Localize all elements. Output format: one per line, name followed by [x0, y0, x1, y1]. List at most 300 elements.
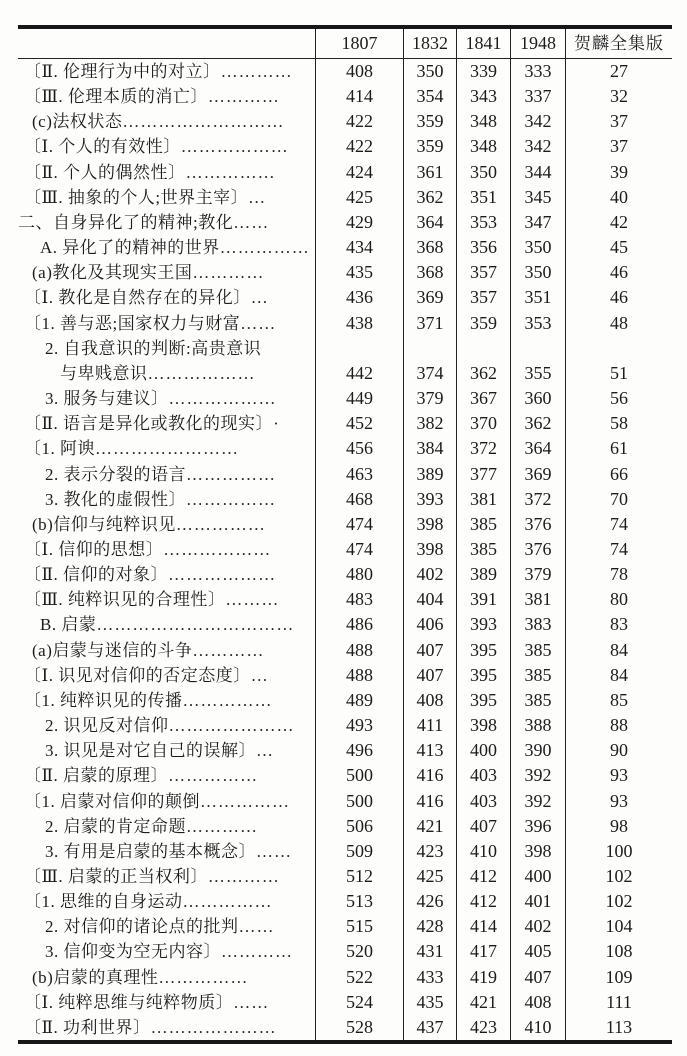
row-page-1807: 480 [315, 562, 403, 587]
row-page-1948: 402 [510, 914, 565, 939]
row-page-1832: 402 [403, 562, 456, 587]
table-row [18, 713, 672, 738]
row-title-text: 〔Ⅲ. 伦理本质的消亡〕 [24, 87, 208, 107]
row-page-1841: 372 [456, 436, 510, 461]
row-page-1948: 407 [510, 965, 565, 990]
row-page-1841: 377 [456, 462, 510, 487]
row-page-1841: 421 [456, 990, 510, 1015]
row-leader-dots: ………… [192, 640, 265, 660]
row-title-line [18, 487, 315, 512]
row-page-1841: 381 [456, 487, 510, 512]
row-title-line [18, 235, 315, 260]
table-row [18, 789, 672, 814]
row-page-1807: 524 [315, 990, 403, 1015]
row-leader-dots: ……………………… [122, 112, 285, 132]
row-page-helin-edition: 113 [565, 1015, 672, 1040]
row-page-1807: 436 [315, 285, 403, 310]
row-page-1948: 347 [510, 210, 565, 235]
row-page-helin-edition: 93 [565, 789, 672, 814]
table-row [18, 462, 672, 487]
row-page-1832: 350 [403, 59, 456, 84]
row-title-line [18, 210, 315, 235]
row-title-line [18, 285, 315, 310]
row-title-line [18, 462, 315, 487]
row-page-1807: 512 [315, 864, 403, 889]
row-title-text: 3. 教化的虚假性〕 [45, 489, 186, 509]
row-page-1841: 356 [456, 235, 510, 260]
row-page-1807: 463 [315, 462, 403, 487]
row-page-1832: 406 [403, 612, 456, 637]
row-page-1832: 421 [403, 814, 456, 839]
row-page-1807: 449 [315, 386, 403, 411]
row-page-helin-edition: 37 [565, 109, 672, 134]
row-page-helin-edition: 56 [565, 386, 672, 411]
row-title-line [18, 914, 315, 939]
row-page-1807: 513 [315, 889, 403, 914]
table-row [18, 260, 672, 285]
row-page-1807: 468 [315, 487, 403, 512]
row-page-1841: 395 [456, 638, 510, 663]
row-page-1841: 348 [456, 109, 510, 134]
row-page-1948: 364 [510, 436, 565, 461]
table-row [18, 235, 672, 260]
row-title-text: (a)启蒙与迷信的斗争 [32, 640, 193, 660]
row-page-helin-edition: 100 [565, 839, 672, 864]
row-page-1948: 350 [510, 235, 565, 260]
row-page-1948: 385 [510, 688, 565, 713]
row-page-1832: 425 [403, 864, 456, 889]
table-header-row [18, 29, 672, 59]
row-title-line [18, 789, 315, 814]
row-title-cell [18, 235, 315, 260]
table-body [18, 59, 672, 1040]
row-title-line [18, 59, 315, 84]
row-page-1832: 413 [403, 738, 456, 763]
row-page-1948: 385 [510, 638, 565, 663]
row-page-1841: 353 [456, 210, 510, 235]
row-page-1807: 488 [315, 638, 403, 663]
row-page-1832: 407 [403, 663, 456, 688]
row-page-1832: 382 [403, 411, 456, 436]
row-page-helin-edition: 48 [565, 311, 672, 336]
row-page-1948: 392 [510, 763, 565, 788]
row-page-helin-edition: 78 [565, 562, 672, 587]
row-leader-dots: …… [240, 313, 277, 333]
row-title-line [18, 436, 315, 461]
table-row [18, 386, 672, 411]
table-row [18, 839, 672, 864]
table-row [18, 965, 672, 990]
row-title-cell [18, 814, 315, 839]
row-leader-dots: …… [233, 212, 270, 232]
row-page-1841: 385 [456, 537, 510, 562]
row-page-1948: 376 [510, 537, 565, 562]
row-title-text: 〔1. 纯粹识见的传播 [24, 690, 183, 710]
row-title-line [18, 512, 315, 537]
row-page-helin-edition: 66 [565, 462, 672, 487]
row-leader-dots: ………………… [150, 1017, 277, 1037]
table-row [18, 185, 672, 210]
row-page-1841: 348 [456, 134, 510, 159]
row-page-helin-edition: 88 [565, 713, 672, 738]
row-page-1832: 371 [403, 311, 456, 336]
row-title-text: 3. 信仰变为空无内容〕 [45, 942, 221, 962]
row-title-line-continued [18, 361, 315, 386]
table-row [18, 612, 672, 637]
row-title-text: 〔Ⅰ. 个人的有效性〕 [24, 137, 181, 157]
row-title-text: 〔Ⅱ. 启蒙的原理〕 [24, 766, 169, 786]
row-page-1841: 412 [456, 889, 510, 914]
row-page-1841: 389 [456, 562, 510, 587]
table-row [18, 487, 672, 512]
row-title-cell [18, 436, 315, 461]
row-title-text: 〔Ⅲ. 启蒙的正当权利〕 [24, 867, 208, 886]
row-page-1948: 405 [510, 939, 565, 964]
row-page-1948: 369 [510, 462, 565, 487]
row-page-1841: 385 [456, 512, 510, 537]
table-row [18, 210, 672, 235]
row-page-helin-edition: 37 [565, 134, 672, 159]
row-page-1807: 515 [315, 914, 403, 939]
table-row [18, 436, 672, 461]
row-page-1948: 390 [510, 738, 565, 763]
row-page-1832: 407 [403, 638, 456, 663]
row-title-cell [18, 965, 315, 990]
row-title-cell [18, 713, 315, 738]
row-leader-dots: …………… [175, 514, 266, 534]
row-title-line [18, 663, 315, 688]
row-leader-dots: …………………………… [96, 615, 295, 635]
row-leader-dots: ………………… [168, 716, 295, 736]
row-page-1841: 395 [456, 663, 510, 688]
table-row [18, 889, 672, 914]
table-row [18, 990, 672, 1015]
row-page-1832: 416 [403, 789, 456, 814]
row-page-1807: 474 [315, 537, 403, 562]
row-leader-dots: ………… [207, 87, 280, 107]
header-cell-1841: 1841 [456, 29, 510, 58]
row-page-1841: 414 [456, 914, 510, 939]
row-page-1841: 350 [456, 160, 510, 185]
row-leader-dots: …………… [186, 464, 276, 484]
row-title-cell [18, 386, 315, 411]
row-page-1841: 343 [456, 84, 510, 109]
row-title-text-continued: 与卑贱意识 [60, 363, 148, 383]
row-title-cell [18, 914, 315, 939]
row-page-1832: 368 [403, 235, 456, 260]
table-row [18, 738, 672, 763]
row-title-text: 3. 识见是对它自己的误解〕 [45, 741, 256, 761]
row-page-1948: 385 [510, 663, 565, 688]
row-page-1841: 417 [456, 939, 510, 964]
row-title-line [18, 814, 315, 839]
row-title-cell [18, 59, 315, 84]
row-page-1841: 367 [456, 386, 510, 411]
row-title-cell [18, 336, 315, 386]
row-page-1841: 362 [456, 336, 510, 386]
row-page-1841: 398 [456, 713, 510, 738]
row-title-text: 〔Ⅱ. 功利世界〕 [24, 1017, 151, 1037]
row-page-helin-edition: 61 [565, 436, 672, 461]
table-row [18, 638, 672, 663]
row-page-helin-edition: 83 [565, 612, 672, 637]
row-title-line [18, 562, 315, 587]
row-leader-dots: ……………… [163, 539, 272, 559]
row-title-text: (b)信仰与纯粹识见 [32, 514, 176, 534]
row-leader-dots: …… [256, 841, 292, 861]
row-page-1948: 372 [510, 487, 565, 512]
row-title-line [18, 311, 315, 336]
row-title-text: 〔1. 善与恶;国家权力与财富 [24, 313, 241, 333]
table-row [18, 562, 672, 587]
row-title-text: 〔Ⅱ. 信仰的对象〕 [24, 565, 169, 585]
row-leader-dots: …………… [186, 489, 276, 509]
row-page-helin-edition: 102 [565, 889, 672, 914]
row-title-text: 〔Ⅰ. 识见对信仰的否定态度〕 [24, 665, 251, 685]
row-title-line [18, 738, 315, 763]
row-page-1832: 431 [403, 939, 456, 964]
row-title-line [18, 537, 315, 562]
row-page-1807: 434 [315, 235, 403, 260]
row-leader-dots: …………… [219, 238, 310, 258]
row-title-line [18, 1015, 315, 1040]
row-title-line [18, 411, 315, 436]
row-page-1948: 362 [510, 411, 565, 436]
row-page-1807: 489 [315, 688, 403, 713]
table-row [18, 663, 672, 688]
row-page-1807: 435 [315, 260, 403, 285]
row-page-1841: 351 [456, 185, 510, 210]
row-title-text: 2. 表示分裂的语言 [45, 464, 186, 484]
row-page-1807: 438 [315, 311, 403, 336]
row-title-cell [18, 839, 315, 864]
row-leader-dots: ……… [225, 590, 280, 610]
row-page-helin-edition: 45 [565, 235, 672, 260]
row-title-cell [18, 738, 315, 763]
row-title-text: 〔Ⅱ. 伦理行为中的对立〕 [24, 62, 221, 81]
row-title-text: 2. 启蒙的肯定命题 [45, 816, 186, 836]
row-title-cell [18, 160, 315, 185]
row-page-helin-edition: 104 [565, 914, 672, 939]
row-page-1807: 425 [315, 185, 403, 210]
row-page-helin-edition: 70 [565, 487, 672, 512]
table-row [18, 512, 672, 537]
row-page-1807: 500 [315, 763, 403, 788]
row-title-text: 〔1. 思维的自身运动 [24, 892, 183, 912]
row-page-1841: 370 [456, 411, 510, 436]
row-title-text: 〔Ⅲ. 纯粹识见的合理性〕 [24, 590, 226, 610]
row-leader-dots: … [256, 741, 274, 761]
row-page-1807: 452 [315, 411, 403, 436]
row-page-1948: 381 [510, 587, 565, 612]
row-title-text: B. 启蒙 [40, 615, 97, 635]
row-title-line [18, 763, 315, 788]
row-title-line [18, 109, 315, 134]
row-page-1807: 488 [315, 663, 403, 688]
row-leader-dots: … [248, 187, 267, 207]
row-title-cell [18, 889, 315, 914]
row-page-helin-edition: 74 [565, 512, 672, 537]
row-page-1832: 393 [403, 487, 456, 512]
row-page-helin-edition: 98 [565, 814, 672, 839]
row-title-line [18, 990, 315, 1015]
row-page-1807: 500 [315, 789, 403, 814]
row-page-1832: 361 [403, 160, 456, 185]
row-title-cell [18, 1015, 315, 1040]
row-page-1832: 359 [403, 109, 456, 134]
row-title-cell [18, 763, 315, 788]
row-page-1841: 339 [456, 59, 510, 84]
row-title-line [18, 260, 315, 285]
row-title-line [18, 839, 315, 864]
row-title-line [18, 688, 315, 713]
row-page-1832: 364 [403, 210, 456, 235]
table-row [18, 336, 672, 386]
table-row [18, 537, 672, 562]
row-page-1841: 403 [456, 763, 510, 788]
row-page-1832: 384 [403, 436, 456, 461]
row-title-line [18, 939, 315, 964]
table-row [18, 864, 672, 889]
row-leader-dots: …… [238, 917, 275, 937]
row-page-helin-edition: 84 [565, 663, 672, 688]
row-page-1948: 379 [510, 562, 565, 587]
row-page-helin-edition: 85 [565, 688, 672, 713]
row-title-text: 〔Ⅱ. 个人的偶然性〕 [24, 162, 186, 182]
row-title-cell [18, 311, 315, 336]
row-page-1948: 383 [510, 612, 565, 637]
row-title-text: 〔Ⅲ. 抽象的个人;世界主宰〕 [24, 187, 249, 207]
row-page-1948: 345 [510, 185, 565, 210]
row-page-helin-edition: 27 [565, 59, 672, 84]
row-title-cell [18, 134, 315, 159]
row-page-1948: 351 [510, 285, 565, 310]
row-title-cell [18, 688, 315, 713]
row-page-1832: 389 [403, 462, 456, 487]
row-leader-dots: …… [233, 992, 270, 1012]
row-title-cell [18, 109, 315, 134]
row-page-helin-edition: 80 [565, 587, 672, 612]
row-leader-dots: ……………… [168, 389, 277, 409]
row-leader-dots: ………… [220, 62, 293, 81]
row-page-1948: 350 [510, 260, 565, 285]
row-title-cell [18, 512, 315, 537]
row-leader-dots: …………………… [95, 439, 239, 459]
row-page-1807: 496 [315, 738, 403, 763]
table-row [18, 688, 672, 713]
table-row [18, 84, 672, 109]
row-leader-dots: …………… [182, 690, 273, 710]
row-page-1807: 509 [315, 839, 403, 864]
row-page-1832: 423 [403, 839, 456, 864]
row-page-1807: 493 [315, 713, 403, 738]
row-page-helin-edition: 74 [565, 537, 672, 562]
table-row [18, 109, 672, 134]
row-leader-dots: ……………… [180, 137, 289, 157]
row-title-cell [18, 462, 315, 487]
row-title-cell [18, 587, 315, 612]
row-title-cell [18, 638, 315, 663]
row-title-cell [18, 939, 315, 964]
row-page-1832: 398 [403, 512, 456, 537]
row-leader-dots: …………… [182, 892, 273, 912]
row-title-cell [18, 537, 315, 562]
row-page-1832: 435 [403, 990, 456, 1015]
row-page-1832: 359 [403, 134, 456, 159]
concordance-table [18, 25, 672, 1044]
row-title-line [18, 160, 315, 185]
header-cell-1948: 1948 [510, 29, 565, 58]
row-page-1948: 398 [510, 839, 565, 864]
table-row [18, 311, 672, 336]
table-row [18, 160, 672, 185]
row-page-1807: 483 [315, 587, 403, 612]
row-page-1841: 403 [456, 789, 510, 814]
row-page-1832: 369 [403, 285, 456, 310]
row-leader-dots: ………… [221, 942, 293, 962]
row-page-1807: 422 [315, 134, 403, 159]
row-title-line [18, 889, 315, 914]
row-page-1841: 357 [456, 285, 510, 310]
row-page-1841: 410 [456, 839, 510, 864]
row-page-1807: 506 [315, 814, 403, 839]
row-leader-dots: · [273, 414, 280, 434]
row-page-1841: 423 [456, 1015, 510, 1040]
row-page-1832: 426 [403, 889, 456, 914]
table-row [18, 285, 672, 310]
row-page-1841: 357 [456, 260, 510, 285]
row-page-1948: 376 [510, 512, 565, 537]
row-page-1948: 388 [510, 713, 565, 738]
table-row [18, 914, 672, 939]
row-title-cell [18, 864, 315, 889]
row-page-1807: 486 [315, 612, 403, 637]
table-row [18, 587, 672, 612]
row-leader-dots: …………… [200, 791, 290, 811]
table-row [18, 59, 672, 84]
row-page-1807: 429 [315, 210, 403, 235]
row-title-line [18, 386, 315, 411]
row-title-line [18, 638, 315, 663]
row-page-1807: 474 [315, 512, 403, 537]
table-row [18, 814, 672, 839]
row-title-line [18, 713, 315, 738]
row-page-1948: 344 [510, 160, 565, 185]
row-page-helin-edition: 109 [565, 965, 672, 990]
row-page-1832: 398 [403, 537, 456, 562]
row-page-1807: 442 [315, 336, 403, 386]
row-title-text: 2. 自我意识的判断:高贵意识 [45, 338, 262, 358]
row-leader-dots: … [250, 288, 269, 308]
row-page-helin-edition: 51 [565, 336, 672, 386]
row-page-1832: 408 [403, 688, 456, 713]
table-row [18, 134, 672, 159]
row-page-1832: 379 [403, 386, 456, 411]
row-leader-dots: … [250, 665, 269, 685]
row-page-1832: 428 [403, 914, 456, 939]
row-page-helin-edition: 58 [565, 411, 672, 436]
row-title-line [18, 864, 315, 889]
row-title-cell [18, 562, 315, 587]
row-title-line [18, 965, 315, 990]
table-row [18, 763, 672, 788]
row-title-cell [18, 612, 315, 637]
row-page-1948: 355 [510, 336, 565, 386]
row-title-cell [18, 185, 315, 210]
row-title-cell [18, 210, 315, 235]
row-page-helin-edition: 111 [565, 990, 672, 1015]
row-leader-dots: ……………… [147, 363, 256, 383]
